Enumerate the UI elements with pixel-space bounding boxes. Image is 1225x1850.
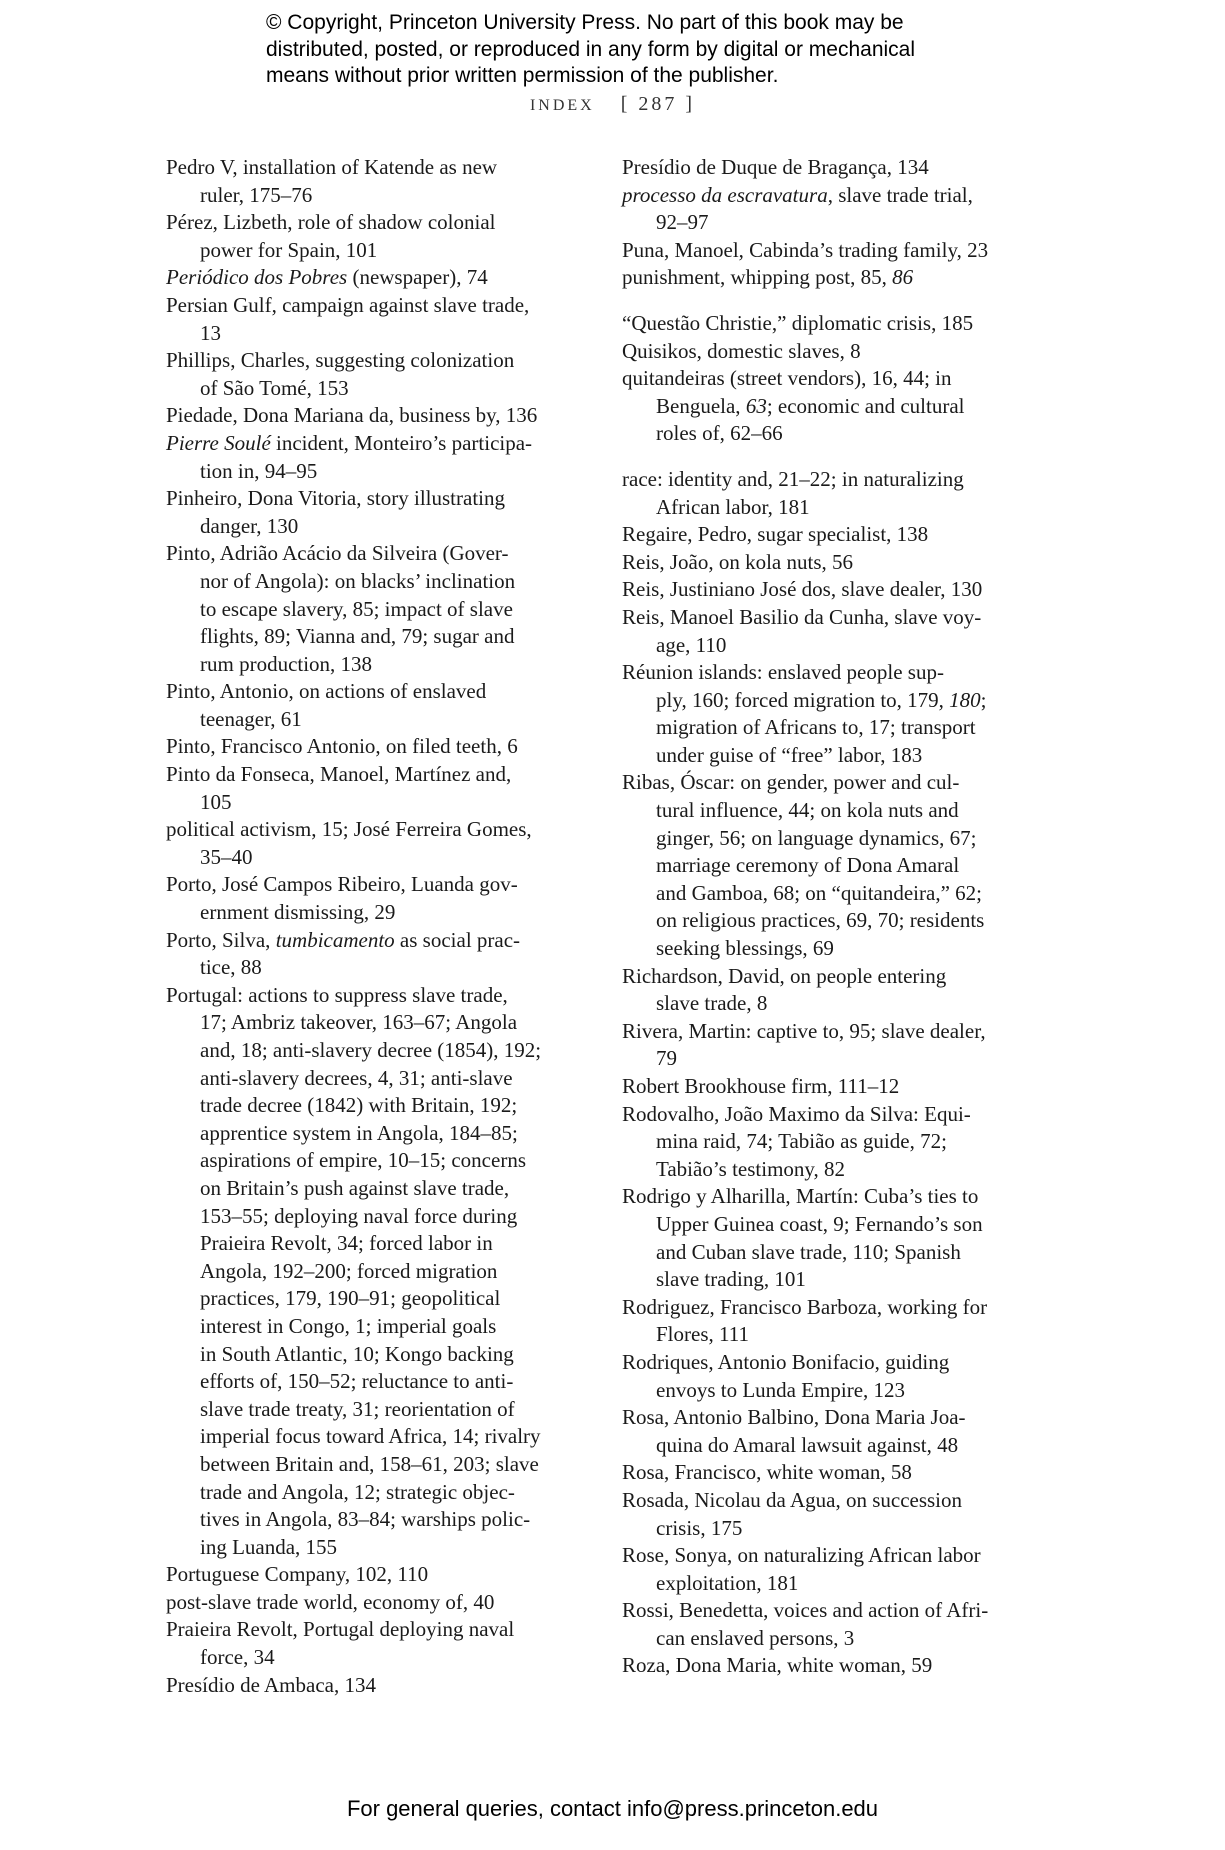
index-entry-continuation: danger, 130: [200, 513, 299, 538]
index-entry-continuation: efforts of, 150–52; reluctance to anti-: [200, 1369, 514, 1394]
index-entry: [166, 209, 596, 264]
index-entry-line: Presídio de Duque de Bragança, 134: [622, 155, 929, 179]
index-entry-continuation: and Gamboa, 68; on “quitandeira,” 62;: [656, 880, 982, 905]
index-entry-line: Rosa, Antonio Balbino, Dona Maria Joa-: [622, 1405, 966, 1430]
index-entry-continuation: envoys to Lunda Empire, 123: [656, 1377, 906, 1402]
index-entry: [166, 1561, 596, 1589]
index-entry: [622, 1073, 1042, 1101]
index-entry: [622, 576, 1042, 604]
index-entry-line: Portugal: actions to suppress slave trade,: [166, 982, 508, 1007]
index-entry-continuation: 13: [200, 320, 221, 345]
index-entry-line: Réunion islands: enslaved people sup-: [622, 660, 944, 685]
index-entry-line: Puna, Manoel, Cabinda’s trading family, 23: [622, 237, 989, 262]
running-head-label: INDEX: [529, 97, 595, 114]
index-entry-continuation: power for Spain, 101: [200, 237, 378, 262]
index-entry-continuation: slave trade, 8: [656, 991, 768, 1016]
index-entry-continuation: tives in Angola, 83–84; warships polic-: [200, 1507, 531, 1532]
index-entry-line: Ribas, Óscar: on gender, power and cul-: [622, 770, 960, 795]
index-entry: [622, 1597, 1042, 1652]
copyright-notice: [266, 10, 1026, 90]
index-entry-line: Richardson, David, on people entering: [622, 963, 947, 988]
index-entry-line: political activism, 15; José Ferreira Gomes,: [166, 817, 532, 842]
index-entry-line: processo da escravatura, slave trade trial,: [622, 182, 973, 207]
index-entry-line: Pierre Soulé incident, Monteiro’s participa-: [166, 430, 533, 455]
index-entry-line: Reis, Justiniano José dos, slave dealer, 130: [622, 577, 983, 602]
index-entry-line: Piedade, Dona Mariana da, business by, 136: [166, 403, 538, 428]
index-entry: [622, 237, 1042, 265]
index-entry: [166, 485, 596, 540]
index-entry-continuation: anti-slavery decrees, 4, 31; anti-slave: [200, 1065, 513, 1090]
index-entry-continuation: 153–55; deploying naval force during: [200, 1203, 518, 1228]
index-entry-line: Periódico dos Pobres (newspaper), 74: [166, 265, 488, 290]
index-entry: [166, 264, 596, 292]
index-entry-continuation: teenager, 61: [200, 706, 302, 731]
index-entry-line: Pedro V, installation of Katende as new: [166, 155, 498, 179]
index-entry-line: Reis, João, on kola nuts, 56: [622, 549, 853, 574]
index-entry-continuation: trade and Angola, 12; strategic objec-: [200, 1479, 515, 1504]
index-entry-continuation: tion in, 94–95: [200, 458, 318, 483]
index-entry-line: Rossi, Benedetta, voices and action of Afri-: [622, 1598, 989, 1623]
index-entry-line: Praieira Revolt, Portugal deploying naval: [166, 1617, 515, 1642]
index-entry: [622, 1294, 1042, 1349]
index-column-right: [622, 154, 1042, 1680]
index-entry-continuation: slave trade treaty, 31; reorientation of: [200, 1396, 515, 1421]
index-entry: [166, 292, 596, 347]
index-entry-continuation: tural influence, 44; on kola nuts and: [656, 798, 959, 823]
index-entry-continuation: rum production, 138: [200, 651, 373, 676]
index-entry: [622, 264, 1042, 292]
index-entry-continuation: Tabião’s testimony, 82: [656, 1156, 846, 1181]
index-entry-line: Roza, Dona Maria, white woman, 59: [622, 1653, 933, 1678]
index-entry: [622, 549, 1042, 577]
index-entry-continuation: roles of, 62–66: [656, 421, 783, 446]
index-entry-line: Pinheiro, Dona Vitoria, story illustrating: [166, 486, 505, 511]
index-entry-continuation: 92–97: [656, 210, 709, 235]
index-entry: [622, 1459, 1042, 1487]
index-entry-line: Rivera, Martin: captive to, 95; slave dealer,: [622, 1018, 986, 1043]
index-entry-line: Pinto da Fonseca, Manoel, Martínez and,: [166, 762, 512, 787]
index-entry-line: Pérez, Lizbeth, role of shadow colonial: [166, 210, 496, 235]
index-entry: [166, 1589, 596, 1617]
index-entry: [166, 402, 596, 430]
index-entry-continuation: 35–40: [200, 844, 253, 869]
index-entry: [622, 182, 1042, 237]
index-entry-continuation: apprentice system in Angola, 184–85;: [200, 1120, 518, 1145]
index-entry-line: Robert Brookhouse firm, 111–12: [622, 1074, 900, 1098]
index-entry-line: Rodrigo y Alharilla, Martín: Cuba’s ties to: [622, 1184, 979, 1209]
index-entry-line: Rodriques, Antonio Bonifacio, guiding: [622, 1349, 950, 1374]
index-entry-continuation: ing Luanda, 155: [200, 1534, 338, 1559]
index-entry: [622, 963, 1042, 1018]
index-entry-line: Rosada, Nicolau da Agua, on succession: [622, 1487, 963, 1512]
index-entry-line: Presídio de Ambaca, 134: [166, 1672, 376, 1697]
index-entry-line: Rodriguez, Francisco Barboza, working for: [622, 1294, 988, 1319]
index-entry-line: quitandeiras (street vendors), 16, 44; in: [622, 366, 952, 391]
index-entry-line: post-slave trade world, economy of, 40: [166, 1589, 495, 1614]
footer-contact: For general queries, contact info@press.princeton.edu: [346, 1796, 879, 1821]
index-entry-continuation: nor of Angola): on blacks’ inclination: [200, 568, 516, 593]
index-entry-line: Porto, José Campos Ribeiro, Luanda gov-: [166, 872, 518, 897]
index-entry-continuation: interest in Congo, 1; imperial goals: [200, 1313, 497, 1338]
index-entry-continuation: African labor, 181: [656, 494, 810, 519]
index-entry: [622, 1404, 1042, 1459]
index-entry-continuation: Benguela, 63; economic and cultural: [656, 393, 965, 418]
index-entry: [166, 1672, 596, 1700]
index-entry-continuation: between Britain and, 158–61, 203; slave: [200, 1451, 539, 1476]
index-entry-line: race: identity and, 21–22; in naturalizing: [622, 466, 964, 491]
index-entry-continuation: Flores, 111: [656, 1322, 749, 1347]
index-entry-continuation: on religious practices, 69, 70; residents: [656, 908, 985, 933]
index-entry-line: “Questão Christie,” diplomatic crisis, 185: [622, 310, 974, 335]
index-entry-continuation: ernment dismissing, 29: [200, 900, 396, 925]
index-entry-line: punishment, whipping post, 85, 86: [622, 265, 914, 290]
index-entry: [166, 347, 596, 402]
index-entry-continuation: on Britain’s push against slave trade,: [200, 1175, 510, 1200]
index-entry-continuation: and, 18; anti-slavery decree (1854), 192;: [200, 1038, 542, 1062]
index-entry: [166, 540, 596, 678]
index-entry: [622, 1183, 1042, 1293]
index-entry: [166, 816, 596, 871]
copyright-line: distributed, posted, or reproduced in any form by digital or mechanical: [266, 37, 916, 61]
index-entry: [622, 1018, 1042, 1073]
index-entry-continuation: ruler, 175–76: [200, 182, 313, 207]
index-entry-continuation: under guise of “free” labor, 183: [656, 742, 923, 767]
index-entry-continuation: flights, 89; Vianna and, 79; sugar and: [200, 624, 515, 649]
index-entry-continuation: Angola, 192–200; forced migration: [200, 1258, 498, 1283]
index-entry-continuation: imperial focus toward Africa, 14; rivalry: [200, 1424, 541, 1449]
index-entry-continuation: slave trading, 101: [656, 1267, 806, 1292]
index-entry-continuation: 105: [200, 789, 232, 814]
page-number: [ 287 ]: [620, 93, 696, 115]
index-entry-continuation: in South Atlantic, 10; Kongo backing: [200, 1341, 514, 1366]
index-entry: [166, 733, 596, 761]
index-entry: [622, 338, 1042, 366]
index-entry-continuation: exploitation, 181: [656, 1570, 799, 1595]
index-entry-line: Reis, Manoel Basilio da Cunha, slave voy-: [622, 604, 982, 629]
index-entry-continuation: and Cuban slave trade, 110; Spanish: [656, 1239, 961, 1264]
index-entry-continuation: aspirations of empire, 10–15; concerns: [200, 1148, 526, 1173]
index-entry-line: Porto, Silva, tumbicamento as social prac-: [166, 927, 521, 952]
index-entry-continuation: age, 110: [656, 632, 727, 657]
index-entry-line: Rosa, Francisco, white woman, 58: [622, 1460, 912, 1485]
index-entry-line: Regaire, Pedro, sugar specialist, 138: [622, 522, 929, 547]
index-entry-continuation: ply, 160; forced migration to, 179, 180;: [656, 687, 987, 712]
index-entry-continuation: ginger, 56; on language dynamics, 67;: [656, 825, 977, 850]
index-entry-continuation: crisis, 175: [656, 1515, 743, 1540]
index-entry: [622, 466, 1042, 521]
index-entry-continuation: force, 34: [200, 1645, 275, 1670]
index-entry-continuation: tice, 88: [200, 955, 262, 980]
index-entry-line: Pinto, Adrião Acácio da Silveira (Gover-: [166, 541, 509, 566]
index-entry: [166, 430, 596, 485]
index-entry-line: Quisikos, domestic slaves, 8: [622, 338, 861, 363]
index-entry: [166, 154, 596, 209]
index-entry-continuation: practices, 179, 190–91; geopolitical: [200, 1286, 501, 1311]
index-entry-continuation: quina do Amaral lawsuit against, 48: [656, 1432, 959, 1457]
index-entry-continuation: to escape slavery, 85; impact of slave: [200, 596, 513, 621]
index-entry-continuation: Upper Guinea coast, 9; Fernando’s son: [656, 1211, 983, 1236]
index-entry: [166, 982, 596, 1561]
index-entry-continuation: 17; Ambriz takeover, 163–67; Angola: [200, 1010, 518, 1035]
index-entry: [166, 927, 596, 982]
index-entry: [622, 521, 1042, 549]
index-entry: [166, 1616, 596, 1671]
index-entry: [622, 1101, 1042, 1184]
index-entry: [622, 604, 1042, 659]
copyright-line: means without prior written permission of the publisher.: [266, 64, 779, 87]
copyright-line: © Copyright, Princeton University Press. No part of this book may be: [266, 11, 904, 34]
letter-section-gap: [622, 448, 1042, 466]
index-entry-continuation: of São Tomé, 153: [200, 375, 349, 400]
index-entry-continuation: 79: [656, 1046, 677, 1071]
index-entry-line: Phillips, Charles, suggesting colonization: [166, 348, 515, 373]
index-entry: [622, 154, 1042, 182]
index-entry: [166, 678, 596, 733]
index-entry: [622, 1487, 1042, 1542]
index-entry-line: Rodovalho, João Maximo da Silva: Equi-: [622, 1101, 971, 1126]
index-entry-line: Pinto, Antonio, on actions of enslaved: [166, 679, 487, 704]
index-entry-continuation: trade decree (1842) with Britain, 192;: [200, 1093, 518, 1118]
index-entry: [622, 1652, 1042, 1680]
index-entry-continuation: Praieira Revolt, 34; forced labor in: [200, 1231, 493, 1256]
index-entry: [622, 310, 1042, 338]
index-entry-line: Persian Gulf, campaign against slave trade,: [166, 292, 530, 317]
index-entry-continuation: seeking blessings, 69: [656, 936, 834, 961]
index-entry-continuation: can enslaved persons, 3: [656, 1625, 855, 1650]
running-head: [0, 93, 1225, 116]
index-entry: [622, 659, 1042, 769]
index-entry-continuation: marriage ceremony of Dona Amaral: [656, 853, 960, 878]
index-entry-line: Portuguese Company, 102, 110: [166, 1562, 429, 1587]
index-entry: [622, 1542, 1042, 1597]
index-entry: [166, 871, 596, 926]
index-entry: [622, 365, 1042, 448]
letter-section-gap: [622, 292, 1042, 310]
index-entry: [622, 769, 1042, 962]
index-entry-line: Pinto, Francisco Antonio, on filed teeth, 6: [166, 734, 518, 759]
index-column-left: [166, 154, 596, 1699]
index-entry: [166, 761, 596, 816]
index-entry-continuation: mina raid, 74; Tabião as guide, 72;: [656, 1129, 947, 1154]
index-entry-continuation: migration of Africans to, 17; transport: [656, 715, 976, 740]
index-entry: [622, 1349, 1042, 1404]
index-entry-line: Rose, Sonya, on naturalizing African labor: [622, 1543, 981, 1568]
